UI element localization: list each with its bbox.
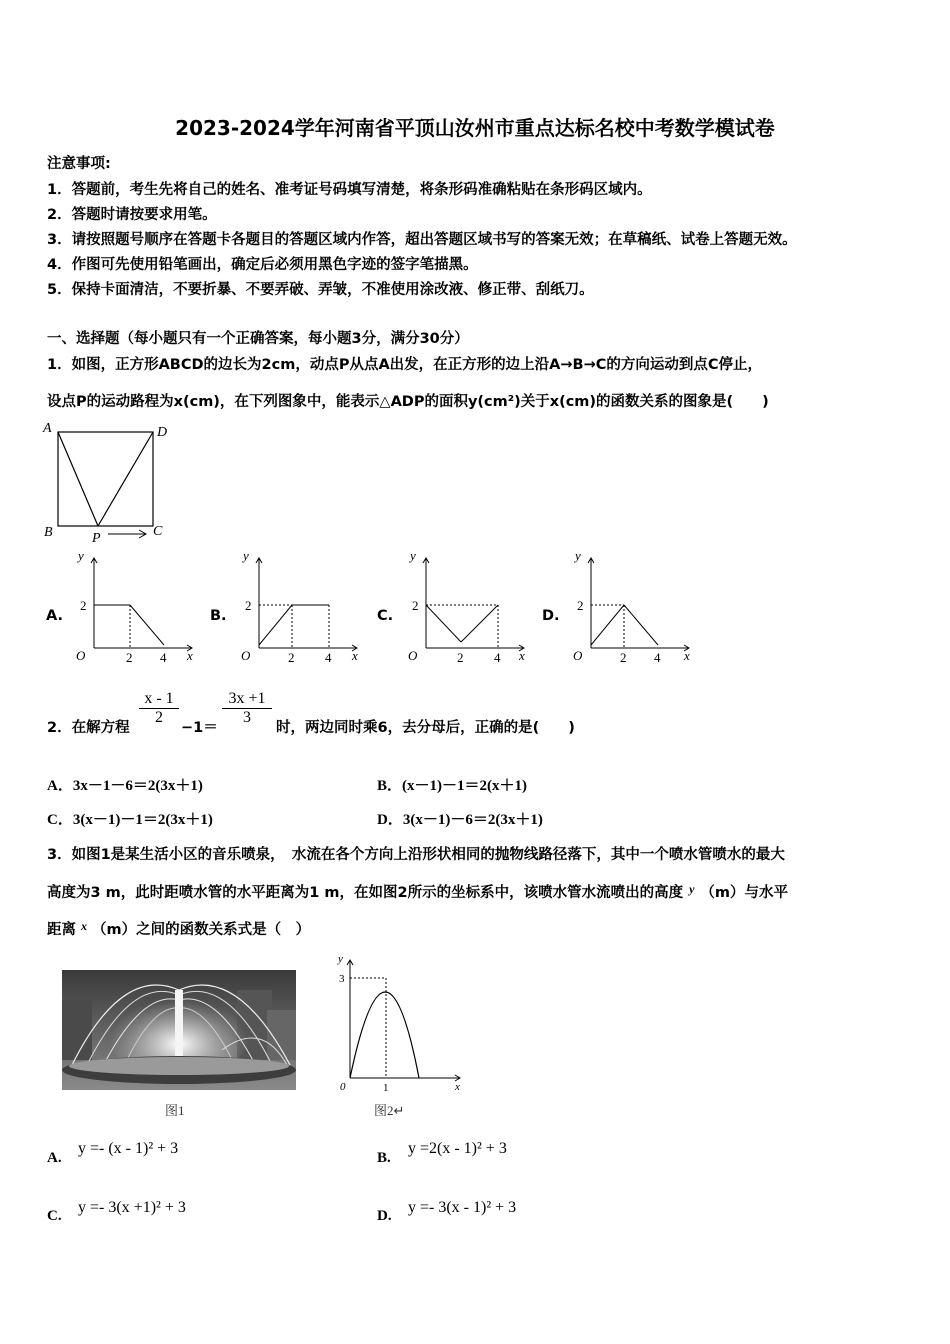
q1-square-figure: [40, 418, 180, 546]
notice-item: 3．请按照题号顺序在答题卡各题目的答题区域内作答，超出答题区域书写的答案无效；在草稿纸、试卷上答题无效。: [47, 232, 797, 248]
q1-text-line2: 设点P的运动路程为x(cm)，在下列图象中，能表示△ADP的面积y(cm²)关于x(cm)的函数关系的图象是( ): [47, 394, 769, 410]
section-heading: 一、选择题（每小题只有一个正确答案，每小题3分，满分30分）: [47, 331, 469, 347]
q3-option-d-expr[interactable]: y =- 3(x - 1)² + 3: [408, 1199, 517, 1216]
q3-var-y: y: [689, 882, 695, 896]
notice-item: 4．作图可先使用铅笔画出，确定后必须用黑色字迹的签字笔描黑。: [47, 257, 478, 273]
tick-4: 4: [325, 650, 332, 665]
axis-x: x: [684, 648, 690, 663]
tick-2: 2: [457, 650, 464, 665]
label-d: D: [157, 425, 168, 440]
tick-2: 2: [126, 650, 133, 665]
q3-line2a: 高度为3 m，此时距喷水管的水平距离为1 m，在如图2所示的坐标系中，该喷水管水流喷出的高度: [47, 885, 684, 901]
origin: O: [573, 648, 583, 663]
q3-line2b: （m）与水平: [700, 885, 789, 901]
q2-text-mid: −1＝: [181, 720, 218, 736]
q2-fraction-1: [139, 690, 179, 727]
q1-option-b-graph[interactable]: [235, 550, 365, 665]
tick-2: 2: [620, 650, 627, 665]
q2-frac2-den: 3: [243, 709, 251, 726]
origin: 0: [340, 1081, 346, 1093]
origin: O: [241, 648, 251, 663]
q3-option-a-label[interactable]: A.: [47, 1150, 62, 1166]
q1-option-d-label[interactable]: D.: [542, 608, 560, 624]
q3-parabola-graph: [330, 950, 470, 1095]
axis-x: x: [187, 648, 193, 663]
q3-option-a-expr[interactable]: y =- (x - 1)² + 3: [78, 1140, 179, 1157]
page-title: 2023-2024学年河南省平顶山汝州市重点达标名校中考数学模试卷: [175, 116, 775, 140]
q1-text-line1: 1．如图，正方形ABCD的边长为2cm，动点P从点A出发，在正方形的边上沿A→B→C的方向运动到点C停止，: [47, 357, 763, 373]
notice-item: 2．答题时请按要求用笔。: [47, 207, 217, 223]
label-c: C: [153, 524, 163, 539]
q3-option-c-label[interactable]: C.: [47, 1208, 62, 1224]
tick-3: 3: [339, 973, 345, 985]
notice-heading: 注意事项:: [47, 156, 111, 172]
tick-1: 1: [383, 1082, 389, 1094]
q3-text-line2: [47, 881, 788, 902]
q2-frac1-den: 2: [155, 709, 163, 726]
axis-x: x: [455, 1081, 460, 1093]
q3-text-line3: [47, 918, 310, 939]
axis-y: y: [243, 550, 249, 563]
q3-line3a: 距离: [47, 922, 76, 938]
tick-2: 2: [288, 650, 295, 665]
q3-text-line1: 3．如图1是某生活小区的音乐喷泉， 水流在各个方向上沿形状相同的抛物线路径落下，其中一个喷水管喷水的最大: [47, 847, 785, 863]
q3-option-b-label[interactable]: B.: [377, 1150, 391, 1166]
axis-y: y: [78, 550, 84, 563]
axis-y: y: [410, 550, 416, 563]
tick-4: 4: [160, 650, 167, 665]
tick-4: 4: [494, 650, 501, 665]
q1-option-a-label[interactable]: A.: [46, 608, 63, 624]
axis-x: x: [519, 648, 525, 663]
label-a: A: [43, 421, 52, 436]
q3-option-b-expr[interactable]: y =2(x - 1)² + 3: [408, 1140, 507, 1157]
q2-option-d[interactable]: D．3(x－1)－6＝2(3x＋1): [377, 812, 543, 828]
q3-line3b: （m）之间的函数关系式是（ ）: [92, 922, 311, 938]
q2-frac1-num: x - 1: [139, 690, 179, 709]
q1-option-c-label[interactable]: C.: [377, 608, 394, 624]
axis-y: y: [575, 550, 581, 563]
fig1-caption: 图1: [165, 1103, 185, 1118]
axis-y: y: [338, 953, 343, 965]
q3-var-x: x: [81, 919, 87, 933]
fountain-photo: [62, 970, 296, 1090]
label-p: P: [92, 531, 101, 546]
q2-option-c[interactable]: C．3(x－1)－1＝2(3x＋1): [47, 812, 213, 828]
tick-2: 2: [80, 598, 87, 613]
q1-option-d-graph[interactable]: [567, 550, 697, 665]
q2-fraction-2: [222, 690, 272, 727]
q2-frac2-num: 3x +1: [222, 690, 272, 709]
label-b: B: [44, 525, 53, 540]
notice-item: 5．保持卡面清洁，不要折暴、不要弄破、弄皱，不准使用涂改液、修正带、刮纸刀。: [47, 282, 594, 298]
q2-option-b[interactable]: B．(x－1)－1＝2(x＋1): [377, 778, 527, 794]
q2-text-post: 时，两边同时乘6，去分母后，正确的是( ): [276, 720, 575, 736]
axis-x: x: [352, 648, 358, 663]
tick-2: 2: [412, 598, 419, 613]
tick-2: 2: [245, 598, 252, 613]
q1-option-b-label[interactable]: B.: [210, 608, 227, 624]
origin: O: [76, 648, 86, 663]
q1-option-c-graph[interactable]: [402, 550, 532, 665]
q2-text-pre: 2．在解方程: [47, 720, 130, 736]
fig2-caption: 图2↵: [374, 1103, 405, 1118]
q3-option-d-label[interactable]: D.: [377, 1208, 392, 1224]
q2-option-a[interactable]: A．3x－1－6＝2(3x＋1): [47, 778, 203, 794]
q1-option-a-graph[interactable]: [70, 550, 200, 665]
q3-option-c-expr[interactable]: y =- 3(x +1)² + 3: [78, 1199, 186, 1216]
tick-4: 4: [654, 650, 661, 665]
notice-item: 1．答题前，考生先将自己的姓名、准考证号码填写清楚，将条形码准确粘贴在条形码区域内。: [47, 182, 652, 198]
tick-2: 2: [577, 598, 584, 613]
origin: O: [408, 648, 418, 663]
